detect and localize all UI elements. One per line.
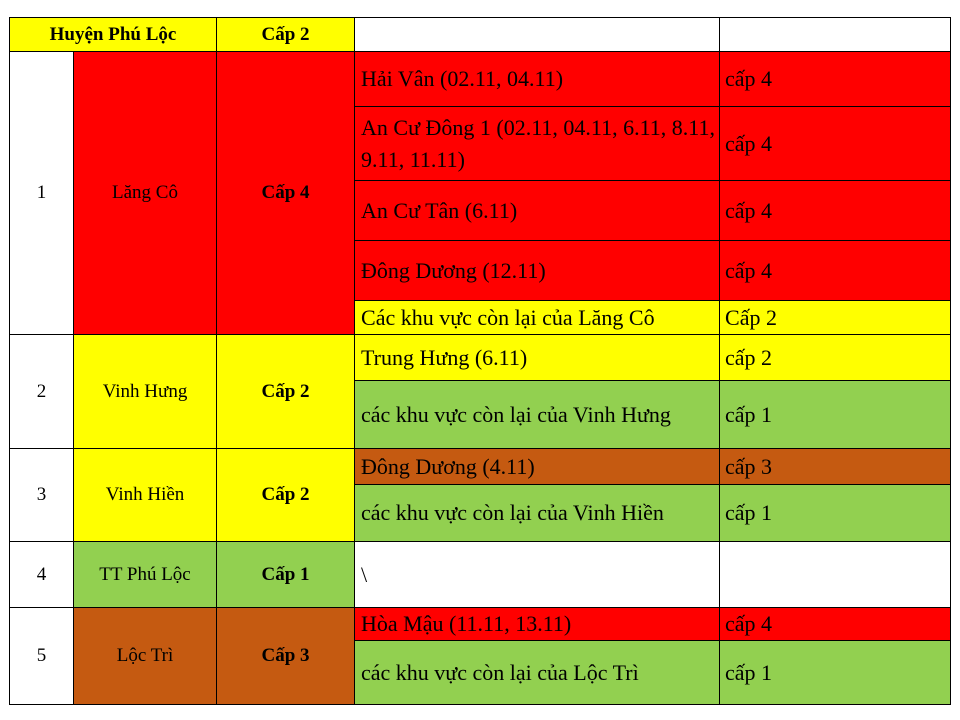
area-level: Cấp 2 [720,301,951,335]
area-level: cấp 4 [720,52,951,107]
area-level [720,542,951,608]
ward-level: Cấp 2 [217,335,355,449]
area-name: Trung Hưng (6.11) [355,335,720,381]
row-number: 5 [10,608,74,705]
ward-name: Lộc Trì [74,608,217,705]
area-level: cấp 4 [720,241,951,301]
row-number: 3 [10,449,74,542]
area-level: cấp 1 [720,641,951,705]
area-name: Các khu vực còn lại của Lăng Cô [355,301,720,335]
district-level: Cấp 2 [217,18,355,52]
row-number: 2 [10,335,74,449]
area-name: \ [355,542,720,608]
ward-name: Vinh Hưng [74,335,217,449]
table-row [10,52,951,107]
ward-level: Cấp 3 [217,608,355,705]
area-level: cấp 4 [720,107,951,181]
table-row [10,449,951,485]
header-row [10,18,951,52]
ward-level: Cấp 1 [217,542,355,608]
ward-level: Cấp 4 [217,52,355,335]
ward-name: Lăng Cô [74,52,217,335]
area-name: An Cư Tân (6.11) [355,181,720,241]
area-name: Đông Dương (12.11) [355,241,720,301]
empty-cell [355,18,720,52]
area-name: Hải Vân (02.11, 04.11) [355,52,720,107]
area-level: cấp 1 [720,485,951,542]
table-row [10,335,951,381]
ward-level: Cấp 2 [217,449,355,542]
area-level: cấp 3 [720,449,951,485]
area-name: An Cư Đông 1 (02.11, 04.11, 6.11, 8.11, 9.11, 11.11) [355,107,720,181]
area-name: Hòa Mậu (11.11, 13.11) [355,608,720,641]
risk-level-table [9,17,951,705]
area-level: cấp 4 [720,181,951,241]
ward-name: TT Phú Lộc [74,542,217,608]
area-level: cấp 2 [720,335,951,381]
area-name: các khu vực còn lại của Vinh Hiền [355,485,720,542]
area-name: các khu vực còn lại của Vinh Hưng [355,381,720,449]
district-name: Huyện Phú Lộc [10,18,217,52]
table-row [10,608,951,641]
ward-name: Vinh Hiền [74,449,217,542]
row-number: 4 [10,542,74,608]
row-number: 1 [10,52,74,335]
area-name: Đông Dương (4.11) [355,449,720,485]
empty-cell [720,18,951,52]
area-name: các khu vực còn lại của Lộc Trì [355,641,720,705]
area-level: cấp 1 [720,381,951,449]
area-level: cấp 4 [720,608,951,641]
table-row [10,542,951,608]
